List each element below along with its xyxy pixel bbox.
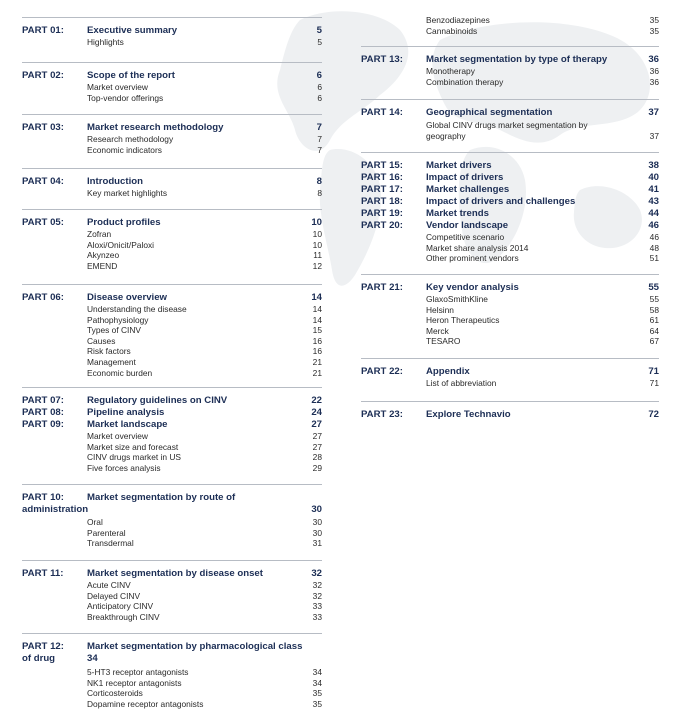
toc-entry[interactable] bbox=[87, 612, 322, 623]
part-number: PART 04: bbox=[22, 176, 64, 187]
entry-label: NK1 receptor antagonists bbox=[87, 677, 182, 688]
page-number: 64 bbox=[649, 325, 659, 336]
page-number: 30 bbox=[312, 517, 322, 527]
page-number: 36 bbox=[649, 76, 659, 87]
part-title: Appendix bbox=[426, 366, 470, 377]
entry-label: Top-vendor offerings bbox=[87, 92, 164, 103]
entry-label: Anticipatory CINV bbox=[87, 601, 154, 612]
toc-entry[interactable] bbox=[426, 120, 659, 131]
part-title: Market challenges bbox=[426, 184, 510, 195]
page-number: 28 bbox=[312, 452, 322, 463]
page-number: 10 bbox=[312, 229, 322, 239]
toc-entry[interactable] bbox=[87, 580, 322, 591]
toc-part-heading[interactable] bbox=[361, 106, 659, 119]
section-divider bbox=[22, 17, 322, 18]
toc-entry[interactable] bbox=[87, 315, 322, 326]
section-divider bbox=[361, 46, 659, 47]
page-number: 41 bbox=[648, 184, 659, 195]
part-title: Market segmentation by type of therapy bbox=[426, 54, 608, 65]
toc-entry[interactable] bbox=[426, 15, 659, 26]
toc-entry[interactable] bbox=[87, 93, 322, 104]
part-number: PART 16: bbox=[361, 172, 403, 183]
toc-part-heading-continued bbox=[22, 503, 322, 516]
entry-label: 5-HT3 receptor antagonists bbox=[87, 667, 189, 677]
section-divider bbox=[22, 209, 322, 210]
entry-label: Research methodology bbox=[87, 134, 174, 144]
section-divider bbox=[22, 387, 322, 388]
toc-entry[interactable] bbox=[87, 442, 322, 453]
page-number: 7 bbox=[316, 122, 322, 133]
part-number: PART 13: bbox=[361, 54, 403, 65]
part-number: PART 23: bbox=[361, 409, 403, 420]
part-title: Explore Technavio bbox=[426, 409, 511, 420]
part-number: PART 05: bbox=[22, 217, 64, 228]
toc-entry[interactable] bbox=[426, 243, 659, 254]
toc-entry[interactable] bbox=[426, 336, 659, 347]
page-number: 31 bbox=[312, 538, 322, 549]
entry-label: Dopamine receptor antagonists bbox=[87, 698, 204, 709]
entry-label: GlaxoSmithKline bbox=[426, 294, 488, 304]
page-number: 22 bbox=[311, 395, 322, 406]
toc-part-heading[interactable] bbox=[22, 175, 322, 188]
page-number: 7 bbox=[317, 144, 322, 155]
page-number: 37 bbox=[649, 131, 659, 141]
toc-part-heading[interactable] bbox=[361, 281, 659, 294]
toc-entry[interactable] bbox=[87, 336, 322, 347]
entry-label: Akynzeo bbox=[87, 250, 120, 261]
entry-label: Management bbox=[87, 357, 136, 367]
toc-part-heading[interactable] bbox=[361, 408, 659, 421]
page-number: 7 bbox=[317, 134, 322, 144]
entry-label: Merck bbox=[426, 325, 449, 336]
page-number: 14 bbox=[312, 314, 322, 325]
toc-part-heading[interactable] bbox=[361, 219, 659, 232]
part-title-continued: administration bbox=[22, 504, 89, 515]
toc-entry[interactable] bbox=[87, 250, 322, 261]
entry-label: Corticosteroids bbox=[87, 688, 143, 699]
toc-entry[interactable] bbox=[87, 82, 322, 93]
page-number: 16 bbox=[312, 335, 322, 346]
section-divider bbox=[22, 484, 322, 485]
part-number: PART 15: bbox=[361, 160, 403, 171]
part-number: PART 10: bbox=[22, 492, 64, 503]
page-number: 27 bbox=[312, 441, 322, 452]
page-number: 27 bbox=[312, 431, 322, 441]
toc-entry[interactable] bbox=[87, 145, 322, 156]
part-number: PART 01: bbox=[22, 25, 64, 36]
entry-label: Other prominent vendors bbox=[426, 253, 519, 264]
page-number: 10 bbox=[312, 239, 322, 250]
page-number: 71 bbox=[649, 378, 659, 388]
entry-label: Market share analysis 2014 bbox=[426, 242, 529, 253]
section-divider bbox=[22, 168, 322, 169]
part-title: Market segmentation by route of bbox=[87, 492, 236, 503]
page-number: 55 bbox=[649, 294, 659, 304]
toc-entry[interactable] bbox=[87, 538, 322, 549]
entry-label: Aloxi/Onicit/Paloxi bbox=[87, 239, 155, 250]
entry-label: Monotherapy bbox=[426, 66, 475, 76]
page-number: 72 bbox=[648, 409, 659, 420]
part-title: Market landscape bbox=[87, 419, 168, 430]
entry-label: geography bbox=[426, 131, 466, 141]
page-number: 6 bbox=[317, 82, 322, 92]
toc-part-heading[interactable] bbox=[22, 69, 322, 82]
entry-label: Cannabinoids bbox=[426, 25, 478, 36]
toc-entry[interactable] bbox=[426, 294, 659, 305]
toc-part-heading[interactable] bbox=[22, 121, 322, 134]
toc-entry[interactable] bbox=[87, 678, 322, 689]
page-number: 46 bbox=[648, 220, 659, 231]
toc-entry[interactable] bbox=[87, 188, 322, 199]
part-number: PART 09: bbox=[22, 419, 64, 430]
page-number: 51 bbox=[649, 253, 659, 264]
page-number: 27 bbox=[311, 419, 322, 430]
entry-label: Highlights bbox=[87, 37, 124, 47]
toc-entry[interactable] bbox=[426, 326, 659, 337]
page-number: 67 bbox=[649, 336, 659, 347]
page-number: 46 bbox=[649, 232, 659, 242]
part-title: Scope of the report bbox=[87, 70, 175, 81]
part-title: Market drivers bbox=[426, 160, 492, 171]
section-divider bbox=[22, 560, 322, 561]
page-number: 58 bbox=[649, 304, 659, 315]
page-number: 36 bbox=[649, 66, 659, 76]
entry-label: Oral bbox=[87, 517, 103, 527]
part-number: PART 11: bbox=[22, 568, 64, 579]
part-title: Market research methodology bbox=[87, 122, 224, 133]
entry-label: Acute CINV bbox=[87, 580, 131, 590]
entry-label: Parenteral bbox=[87, 527, 126, 538]
page-number: 8 bbox=[316, 176, 322, 187]
page-number: 32 bbox=[311, 568, 322, 579]
part-title: Product profiles bbox=[87, 217, 161, 228]
page-number: 8 bbox=[317, 188, 322, 198]
page-number: 44 bbox=[648, 208, 659, 219]
part-number: PART 06: bbox=[22, 292, 64, 303]
page-number: 6 bbox=[317, 92, 322, 103]
entry-label: CINV drugs market in US bbox=[87, 452, 182, 463]
part-number: PART 03: bbox=[22, 122, 64, 133]
toc-part-heading[interactable] bbox=[22, 418, 322, 431]
part-number: PART 19: bbox=[361, 208, 403, 219]
page-number: 30 bbox=[311, 504, 322, 515]
page-number: 40 bbox=[648, 172, 659, 183]
page-number: 33 bbox=[312, 601, 322, 612]
page-number: 35 bbox=[312, 688, 322, 699]
part-number: PART 14: bbox=[361, 107, 403, 118]
page-number: 30 bbox=[312, 527, 322, 538]
page-number: 35 bbox=[649, 15, 659, 25]
page-number: 14 bbox=[311, 292, 322, 303]
part-title: Impact of drivers and challenges bbox=[426, 196, 576, 207]
toc-entry[interactable] bbox=[87, 357, 322, 368]
toc-entry[interactable] bbox=[426, 305, 659, 316]
page-number: 36 bbox=[648, 54, 659, 65]
page-number: 35 bbox=[312, 698, 322, 709]
page-number: 37 bbox=[648, 107, 659, 118]
toc-entry[interactable] bbox=[426, 26, 659, 37]
toc-entry[interactable] bbox=[87, 528, 322, 539]
toc-entry[interactable] bbox=[87, 517, 322, 528]
section-divider bbox=[361, 152, 659, 153]
entry-label: Economic burden bbox=[87, 367, 153, 378]
toc-entry[interactable] bbox=[426, 77, 659, 88]
section-divider bbox=[22, 62, 322, 63]
toc-entry[interactable] bbox=[87, 452, 322, 463]
entry-label: List of abbreviation bbox=[426, 378, 497, 388]
entry-label: Zofran bbox=[87, 229, 112, 239]
part-title: Market segmentation by disease onset bbox=[87, 568, 263, 579]
page-number: 5 bbox=[317, 37, 322, 47]
part-title: Geographical segmentation bbox=[426, 107, 553, 118]
entry-label: EMEND bbox=[87, 260, 118, 271]
toc-part-heading[interactable] bbox=[22, 567, 322, 580]
part-title: Disease overview bbox=[87, 292, 168, 303]
entry-label: Market size and forecast bbox=[87, 441, 179, 452]
page-number: 32 bbox=[312, 580, 322, 590]
toc-part-heading[interactable] bbox=[22, 291, 322, 304]
part-title: Impact of drivers bbox=[426, 172, 504, 183]
entry-label: Types of CINV bbox=[87, 325, 141, 336]
entry-label: Risk factors bbox=[87, 346, 131, 357]
section-divider bbox=[22, 284, 322, 285]
part-title: Introduction bbox=[87, 176, 143, 187]
page-number: 15 bbox=[312, 325, 322, 336]
part-number: PART 17: bbox=[361, 184, 403, 195]
entry-label: Key market highlights bbox=[87, 188, 168, 198]
page-number: 71 bbox=[648, 366, 659, 377]
part-title: Market segmentation by pharmacological class bbox=[87, 641, 303, 652]
entry-label: Market overview bbox=[87, 431, 148, 441]
page-number: 12 bbox=[312, 260, 322, 271]
page-number: 48 bbox=[649, 242, 659, 253]
page-number: 24 bbox=[311, 407, 322, 418]
toc-entry[interactable] bbox=[87, 688, 322, 699]
toc-part-heading[interactable] bbox=[22, 24, 322, 37]
page-number: 14 bbox=[312, 304, 322, 314]
toc-entry[interactable] bbox=[87, 325, 322, 336]
part-number: PART 12: bbox=[22, 641, 64, 652]
part-title: Regulatory guidelines on CINV bbox=[87, 395, 228, 406]
toc-entry[interactable] bbox=[87, 463, 322, 474]
toc-entry[interactable] bbox=[426, 131, 659, 142]
toc-entry[interactable] bbox=[87, 591, 322, 602]
part-number: PART 22: bbox=[361, 366, 403, 377]
section-divider bbox=[361, 358, 659, 359]
part-number: PART 07: bbox=[22, 395, 64, 406]
toc-entry[interactable] bbox=[87, 37, 322, 48]
part-title: Market trends bbox=[426, 208, 489, 219]
entry-label: Pathophysiology bbox=[87, 314, 149, 325]
entry-label: Heron Therapeutics bbox=[426, 315, 500, 326]
page-number: 21 bbox=[312, 367, 322, 378]
entry-label: TESARO bbox=[426, 336, 461, 347]
entry-label: Global CINV drugs market segmentation by bbox=[426, 120, 588, 130]
toc-entry[interactable] bbox=[426, 378, 659, 389]
page-number: 29 bbox=[312, 462, 322, 473]
page-number: 10 bbox=[311, 217, 322, 228]
section-divider bbox=[361, 401, 659, 402]
page-number: 35 bbox=[649, 25, 659, 36]
page-number: 61 bbox=[649, 315, 659, 326]
section-divider bbox=[22, 633, 322, 634]
entry-label: Helsinn bbox=[426, 304, 454, 315]
entry-label: Delayed CINV bbox=[87, 590, 141, 601]
toc-entry[interactable] bbox=[87, 699, 322, 710]
page-number: 5 bbox=[316, 25, 322, 36]
toc-entry[interactable] bbox=[426, 315, 659, 326]
part-number: PART 18: bbox=[361, 196, 403, 207]
part-title-continued: of drug bbox=[22, 653, 56, 664]
page-number: 34 bbox=[87, 653, 98, 664]
page-number: 33 bbox=[312, 611, 322, 622]
entry-label: Market overview bbox=[87, 82, 148, 92]
toc-entry[interactable] bbox=[87, 667, 322, 678]
entry-label: Breakthrough CINV bbox=[87, 611, 160, 622]
part-number: PART 02: bbox=[22, 70, 64, 81]
entry-label: Economic indicators bbox=[87, 144, 162, 155]
section-divider bbox=[361, 274, 659, 275]
toc-entry[interactable] bbox=[87, 240, 322, 251]
part-number: PART 21: bbox=[361, 282, 403, 293]
entry-label: Competitive scenario bbox=[426, 232, 505, 242]
page-number: 11 bbox=[313, 250, 322, 261]
entry-label: Transdermal bbox=[87, 538, 134, 549]
entry-label: Benzodiazepines bbox=[426, 15, 490, 25]
part-title: Executive summary bbox=[87, 25, 178, 36]
toc-entry[interactable] bbox=[426, 253, 659, 264]
page-number: 32 bbox=[312, 590, 322, 601]
toc-entry[interactable] bbox=[87, 601, 322, 612]
part-title: Key vendor analysis bbox=[426, 282, 519, 293]
entry-label: Five forces analysis bbox=[87, 462, 161, 473]
toc-entry[interactable] bbox=[87, 261, 322, 272]
toc-entry[interactable] bbox=[87, 134, 322, 145]
entry-label: Understanding the disease bbox=[87, 304, 187, 314]
toc-part-heading[interactable] bbox=[361, 365, 659, 378]
page-number: 43 bbox=[648, 196, 659, 207]
toc-entry[interactable] bbox=[87, 346, 322, 357]
entry-label: Causes bbox=[87, 335, 116, 346]
page-number: 16 bbox=[312, 346, 322, 357]
page-number: 38 bbox=[648, 160, 659, 171]
toc-part-heading[interactable] bbox=[22, 216, 322, 229]
section-divider bbox=[361, 99, 659, 100]
page-number: 55 bbox=[648, 282, 659, 293]
page-number: 34 bbox=[312, 677, 322, 688]
toc-part-heading[interactable] bbox=[361, 53, 659, 66]
entry-label: Combination therapy bbox=[426, 76, 504, 87]
toc-entry[interactable] bbox=[426, 66, 659, 77]
toc-entry[interactable] bbox=[87, 368, 322, 379]
part-number: PART 08: bbox=[22, 407, 64, 418]
toc-entry[interactable] bbox=[426, 232, 659, 243]
toc-entry[interactable] bbox=[87, 431, 322, 442]
page-number: 34 bbox=[312, 667, 322, 677]
part-number: PART 20: bbox=[361, 220, 403, 231]
page-number: 6 bbox=[316, 70, 322, 81]
part-title: Pipeline analysis bbox=[87, 407, 165, 418]
toc-part-heading-continued bbox=[22, 652, 322, 665]
toc-entry[interactable] bbox=[87, 229, 322, 240]
toc-entry[interactable] bbox=[87, 304, 322, 315]
page-number: 21 bbox=[312, 357, 322, 367]
part-title: Vendor landscape bbox=[426, 220, 509, 231]
section-divider bbox=[22, 114, 322, 115]
